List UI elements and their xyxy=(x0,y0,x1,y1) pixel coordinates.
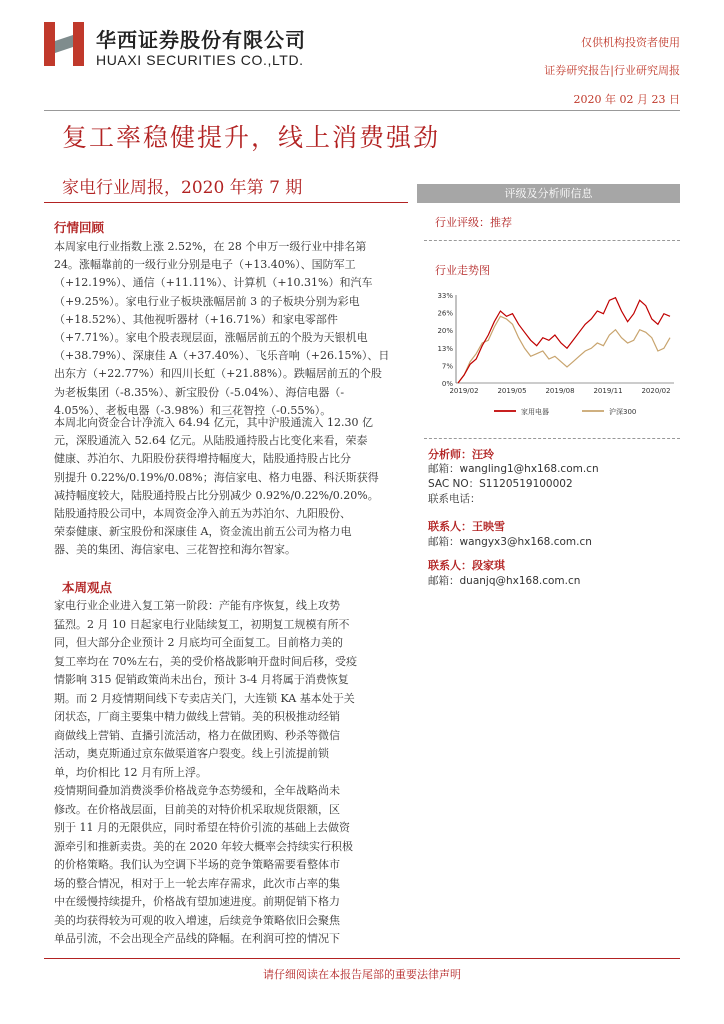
sidebar-divider-2 xyxy=(424,438,680,439)
rating-label: 行业评级： xyxy=(435,216,490,229)
contact-1-email: 邮箱：wangyx3@hx168.com.cn xyxy=(428,536,592,548)
series-line xyxy=(458,316,670,383)
rating-value: 推荐 xyxy=(490,216,512,229)
y-tick-label: 26% xyxy=(437,309,453,318)
trend-chart-title: 行业走势图 xyxy=(435,264,490,277)
legend-label: 家用电器 xyxy=(521,408,549,416)
report-subtitle: 家电行业周报，2020 年第 7 期 xyxy=(62,178,303,198)
sidebar-divider xyxy=(424,240,680,241)
x-tick-label: 2019/11 xyxy=(593,387,623,395)
analyst-email: 邮箱：wangling1@hx168.com.cn xyxy=(428,463,599,475)
contact-2-email: 邮箱：duanjq@hx168.com.cn xyxy=(428,575,581,587)
analyst-phone: 联系电话： xyxy=(428,493,481,505)
report-title: 复工率稳健提升，线上消费强劲 xyxy=(62,123,441,152)
header-divider xyxy=(44,110,680,111)
audience-note: 仅供机构投资者使用 xyxy=(581,36,680,49)
x-tick-label: 2020/02 xyxy=(641,387,671,395)
analyst-sac: SAC NO：S1120519100002 xyxy=(428,478,573,490)
y-tick-label: 20% xyxy=(437,327,453,336)
analyst-name: 分析师：汪玲 xyxy=(428,448,494,461)
x-tick-label: 2019/05 xyxy=(497,387,527,395)
section-heading-view: 本周观点 xyxy=(62,580,113,595)
x-tick-label: 2019/08 xyxy=(545,387,575,395)
company-name-cn: 华西证券股份有限公司 xyxy=(96,28,306,52)
section-heading-review: 行情回顾 xyxy=(54,220,105,235)
view-paragraph: 家电行业企业进入复工第一阶段：产能有序恢复，线上攻势 猛烈。2 月 10 日起家电行业陆续复工，初期复工规模有所不 同，但大部分企业预计 2 月底均可全面复工。目前格力美的 复工率均在 70%左右，美的受价格战影响开盘时间后移，受疫 情影响 315 促销政策尚未出台，预计 3-4 月将属于消费恢复 期。而 2 月疫情期间线下专卖店关门，大连锁 KA 基本处于关 闭状态，厂商主要集中精力做线上营销。美的积极推动经销 商做线上营销、直播引流活动，格力在做团购、秒杀等微信 活动，奥克斯通过京东做渠道客户裂变。线上引流提前锁 单，均价相比 12 月有所上浮。 疫情期间叠加消费淡季价格战竞争态势缓和，全年战略尚未 修改。在价格战层面，目前美的对特价机采取规货限额，区 别于 11 月的无限供应，同时希望在特价引流的基础上去做资 源牵引和推新卖贵。美的在 2020 年较大概率会持续实行积极 的价格策略。我们认为空调下半场的竞争策略需要看整体市 场的整合情况，相对于上一轮去库存需求，此次市占率的集 中在缓慢持续提升，价格战有望加速进度。前期促销下格力 美的均获得较为可观的收入增速，后续竞争策略依旧会聚焦 单品引流，不会出现全产品线的降幅。在利润可控的情况下 xyxy=(54,599,357,945)
y-tick-label: 0% xyxy=(441,380,453,388)
series-line xyxy=(458,298,670,383)
footer-divider xyxy=(44,958,680,959)
subtitle-divider xyxy=(44,202,408,203)
report-type: 证券研究报告|行业研究周报 xyxy=(544,64,680,77)
y-tick-label: 33% xyxy=(437,292,453,300)
footer-disclaimer: 请仔细阅读在本报告尾部的重要法律声明 xyxy=(263,968,461,981)
industry-trend-chart xyxy=(424,287,680,425)
huaxi-logo-icon xyxy=(44,22,84,66)
y-tick-label: 13% xyxy=(437,344,453,353)
rating-box-header: 评级及分析师信息 xyxy=(417,184,680,203)
contact-1-name: 联系人：王映雪 xyxy=(428,520,505,533)
company-name-en: HUAXI SECURITIES CO.,LTD. xyxy=(96,52,304,68)
contact-2-name: 联系人：段家琪 xyxy=(428,559,505,572)
x-tick-label: 2019/02 xyxy=(449,387,479,395)
report-date: 2020 年 02 月 23 日 xyxy=(573,93,680,106)
review-paragraph-2: 本周北向资金合计净流入 64.94 亿元，其中沪股通流入 12.30 亿 元，深股通流入 52.64 亿元。从陆股通持股占比变化来看，荣泰 健康、苏泊尔、九阳股份获得增持幅度大，陆股通持股占比分 别提升 0.22%/0.19%/0.08%；海信家电、格力电器、科沃斯获得 减持幅度较大，陆股通持股占比分别减少 0.92%/0.22%/0.20%。 陆股通持股公司中，本周资金净入前五为苏泊尔、九阳股份、 荣泰健康、新宝股份和深康佳 A，资金流出前五公司为格力电 器、美的集团、海信家电、三花智控和海尔智家。 xyxy=(54,416,379,557)
review-paragraph-1: 本周家电行业指数上涨 2.52%，在 28 个申万一级行业中排名第 24。涨幅靠前的一级行业分别是电子（+13.40%）、国防军工 （+12.19%）、通信（+11.11%）、计算机（+10.31%）和汽车 （+9.25%）。家电行业子板块涨幅居前 3 的子板块分别为彩电 （+18.52%）、其他视听器材（+16.71%）和家电零部件 （+7.71%）。家电个股表现层面，涨幅居前五的个股为天银机电 （+38.79%）、深康佳 A（+37.40%）、飞乐音响（+26.15%）、日 出东方（+22.77%）和四川长虹（+21.88%）。跌幅居前五的个股 为老板集团（-8.35%）、新宝股份（-5.04%）、海信电器（- 4.05%）、老板电器（-3.98%）和三花智控（-0.55%）。 xyxy=(54,240,390,417)
y-tick-label: 7% xyxy=(441,362,453,371)
legend-label: 沪深300 xyxy=(609,408,637,416)
industry-rating xyxy=(435,214,512,230)
